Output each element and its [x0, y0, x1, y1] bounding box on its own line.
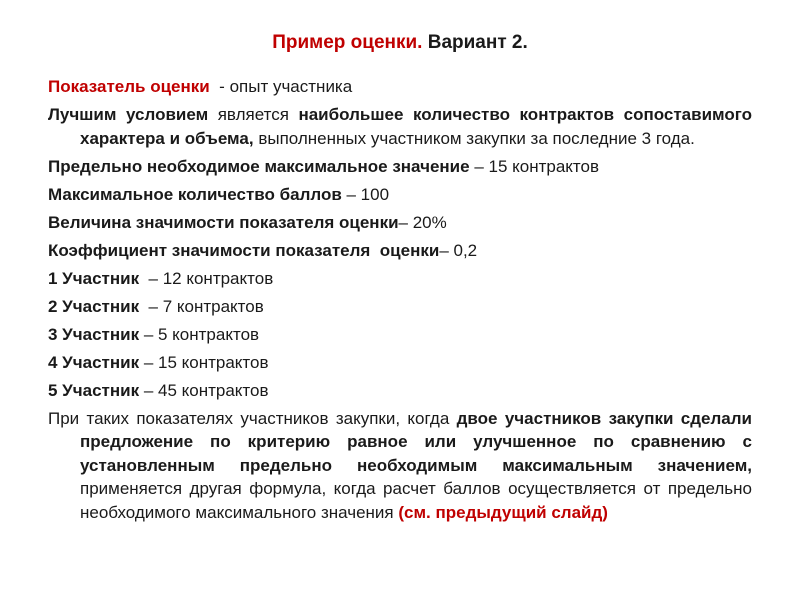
title-highlight: Пример оценки.: [272, 32, 423, 53]
participant-item: 2 Участник – 7 контрактов: [48, 296, 264, 316]
title-variant: Вариант 2.: [422, 32, 528, 53]
participant-item: 3 Участник – 5 контрактов: [48, 324, 260, 344]
indicator-value: - опыт участника: [209, 77, 353, 96]
list-item: Коэффициент значимости показателя оценки– 0,2: [48, 240, 478, 260]
slide-content: [48, 75, 752, 529]
conclusion-intro: При таких показателях участников закупки, когда: [48, 408, 457, 428]
best-condition-tail: выполненных участником закупки за последние 3 года.: [253, 128, 695, 148]
indicator-label: Показатель оценки: [48, 77, 210, 96]
indicator-line: [48, 75, 752, 99]
previous-slide-reference: (см. предыдущий слайд): [398, 502, 608, 522]
best-condition-paragraph: [48, 103, 752, 150]
best-condition-verb: является: [208, 105, 299, 124]
participant-item: 4 Участник – 15 контрактов: [48, 352, 269, 372]
participant-item: 5 Участник – 45 контрактов: [48, 380, 269, 400]
slide-title: [0, 31, 800, 55]
best-condition-criterion: наибольшее количество контрактов сопоставимого характера и объема,: [80, 105, 753, 148]
conclusion-formula: применяется другая формула, когда расчет баллов осуществляется от предельно необходимого максимального значения: [80, 479, 752, 522]
list-item: Величина значимости показателя оценки– 20%: [48, 212, 447, 232]
best-condition-label: Лучшим условием: [48, 105, 209, 124]
conclusion-paragraph: [48, 407, 752, 525]
participant-item: 1 Участник – 12 контрактов: [48, 268, 274, 288]
list-item: Максимальное количество баллов – 100: [48, 184, 390, 204]
conclusion-condition: двое участников закупки сделали предложение по критерию равное или улучшенное по сравнению с установленным предельно необходимым максимальным значением,: [80, 408, 752, 475]
list-item: Предельно необходимое максимальное значение – 15 контрактов: [48, 156, 600, 176]
